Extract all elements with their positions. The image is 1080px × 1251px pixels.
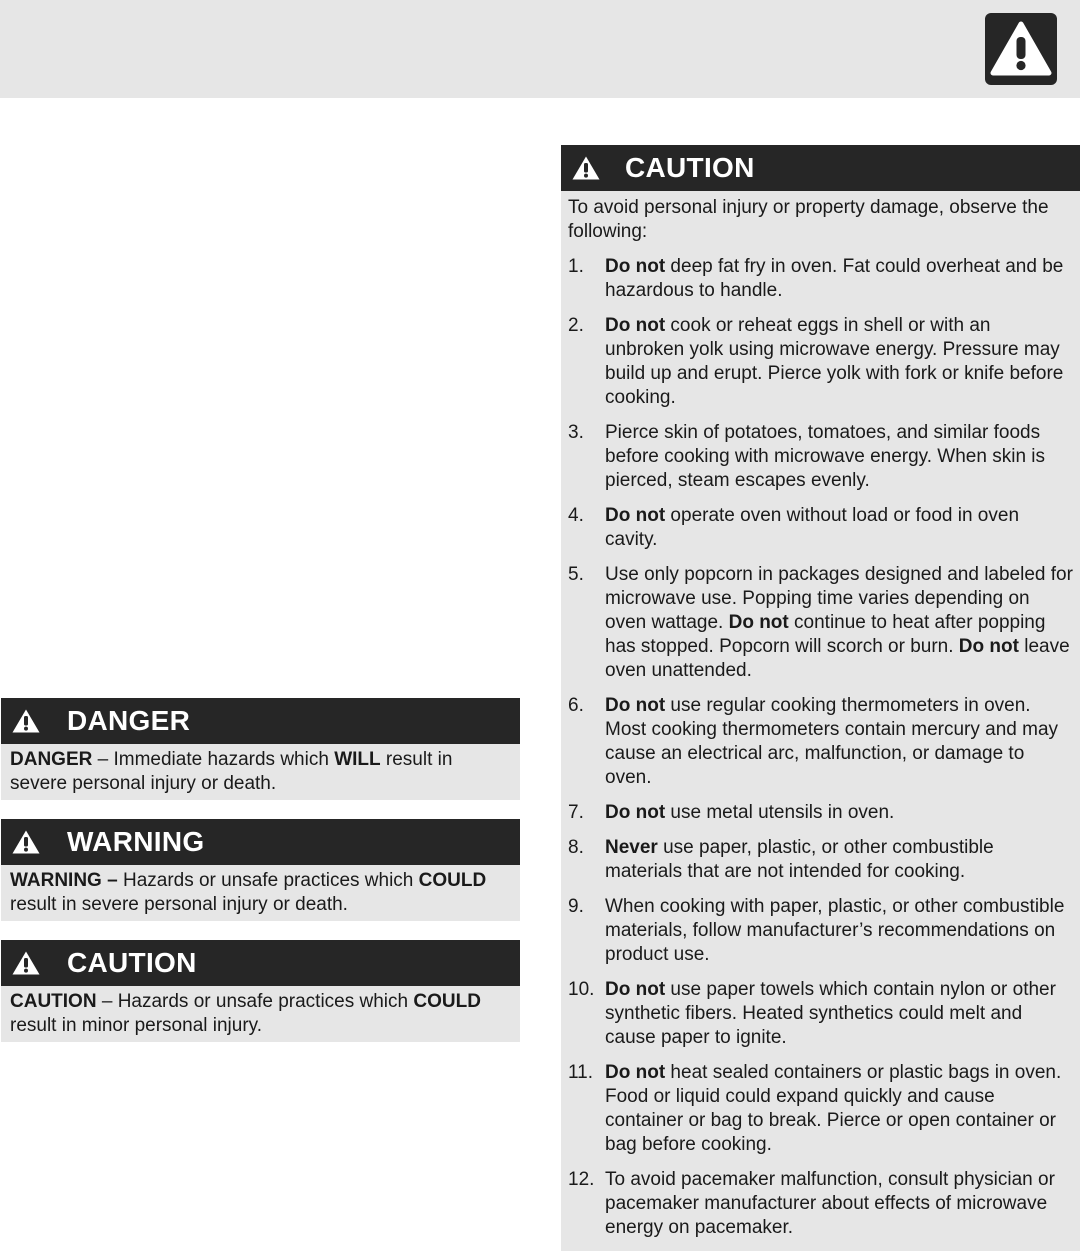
warning-header (1, 819, 520, 865)
list-item (568, 314, 1073, 410)
list-item (568, 563, 1073, 683)
danger-definition-box (1, 698, 520, 800)
list-item (568, 1061, 1073, 1157)
warning-description: WARNING – Hazards or unsafe practices which COULD result in severe personal injury or death. (1, 865, 520, 921)
caution-list-box (561, 145, 1080, 1251)
caution-list-header (561, 145, 1080, 191)
item-text: Pierce skin of potatoes, tomatoes, and similar foods before cooking with microwave energy. When skin is pierced, steam escapes evenly. (605, 422, 1046, 491)
item-number: 11. (568, 1062, 594, 1083)
item-number: 6. (568, 695, 584, 716)
warning-heading: WARNING (67, 826, 205, 857)
item-text: Do not heat sealed containers or plastic bags in oven. Food or liquid could expand quickly and cause container or bag to break. Pierce or open container or bag before cooking. (605, 1062, 1062, 1155)
danger-heading: DANGER (67, 705, 191, 736)
warning-triangle-icon (985, 13, 1057, 85)
item-number: 10. (568, 979, 595, 1000)
warning-triangle-icon (571, 155, 601, 181)
list-item (568, 801, 1073, 825)
item-number: 4. (568, 505, 584, 526)
item-text: Do not cook or reheat eggs in shell or with an unbroken yolk using microwave energy. Pressure may build up and erupt. Pierce yolk with fork or knife before cooking. (605, 315, 1064, 408)
item-number: 1. (568, 256, 584, 277)
item-text: Do not use metal utensils in oven. (605, 802, 895, 823)
item-text: Do not operate oven without load or food in oven cavity. (605, 505, 1020, 550)
list-item (568, 255, 1073, 303)
list-item (568, 1168, 1073, 1240)
header-bar (0, 0, 1080, 98)
item-text: To avoid pacemaker malfunction, consult physician or pacemaker manufacturer about effects of microwave energy on pacemaker. (605, 1169, 1055, 1238)
list-item (568, 895, 1073, 967)
list-item (568, 978, 1073, 1050)
item-text: When cooking with paper, plastic, or other combustible materials, follow manufacturer’s recommendations on product use. (605, 896, 1065, 965)
caution-intro: To avoid personal injury or property damage, observe the following: (568, 197, 1049, 242)
danger-description: DANGER – Immediate hazards which WILL result in severe personal injury or death. (1, 744, 520, 800)
item-number: 5. (568, 564, 584, 585)
caution-definition-box (1, 940, 520, 1042)
list-item (568, 504, 1073, 552)
warning-definition-box (1, 819, 520, 921)
item-number: 7. (568, 802, 584, 823)
item-number: 8. (568, 837, 584, 858)
item-number: 12. (568, 1169, 595, 1190)
caution-header (1, 940, 520, 986)
warning-triangle-icon (11, 950, 41, 976)
warning-triangle-icon (11, 708, 41, 734)
caution-description: CAUTION – Hazards or unsafe practices which COULD result in minor personal injury. (1, 986, 520, 1042)
caution-heading: CAUTION (67, 947, 197, 978)
list-item (568, 836, 1073, 884)
item-text: Use only popcorn in packages designed and labeled for microwave use. Popping time varies depending on oven wattage. Do not continue to heat after popping has stopped. Popcorn will scorch or burn. Do not leave oven unattended. (605, 564, 1073, 681)
item-number: 9. (568, 896, 584, 917)
list-item (568, 421, 1073, 493)
caution-list-heading: CAUTION (625, 152, 755, 183)
item-text: Never use paper, plastic, or other combustible materials that are not intended for cooking. (605, 837, 994, 882)
item-number: 3. (568, 422, 584, 443)
danger-header (1, 698, 520, 744)
item-text: Do not use regular cooking thermometers in oven. Most cooking thermometers contain mercury and may cause an electrical arc, malfunction, or damage to oven. (605, 695, 1059, 788)
caution-items-list (568, 255, 1073, 1240)
item-text: Do not deep fat fry in oven. Fat could overheat and be hazardous to handle. (605, 256, 1064, 301)
item-text: Do not use paper towels which contain nylon or other synthetic fibers. Heated synthetics could melt and cause paper to ignite. (605, 979, 1056, 1048)
list-item (568, 694, 1073, 790)
caution-list-body (561, 191, 1080, 1251)
item-number: 2. (568, 315, 584, 336)
warning-triangle-icon (11, 829, 41, 855)
